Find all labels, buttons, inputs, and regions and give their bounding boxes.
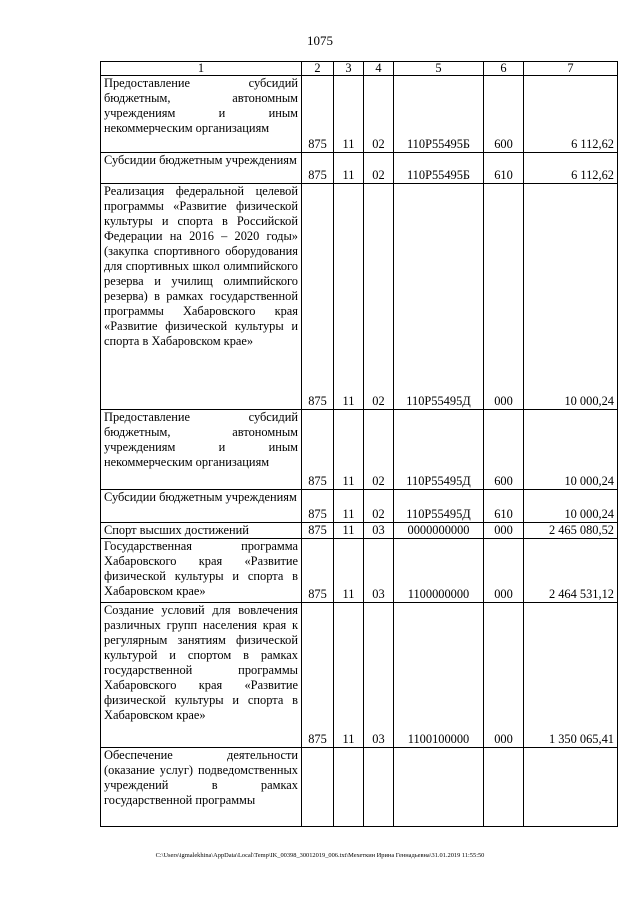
row-ministry-code: 875 bbox=[302, 153, 334, 184]
row-section-code: 11 bbox=[334, 76, 364, 153]
row-subsection-code: 03 bbox=[364, 603, 394, 748]
row-expense-type: 000 bbox=[484, 523, 524, 539]
row-expense-type: 610 bbox=[484, 490, 524, 523]
row-name: Предоставление субсидий бюджетным, автономным учреждениям и иным некоммерческим организациям bbox=[101, 410, 302, 490]
row-expense-type: 000 bbox=[484, 603, 524, 748]
row-expense-type bbox=[484, 748, 524, 827]
row-section-code: 11 bbox=[334, 523, 364, 539]
table-row bbox=[101, 539, 618, 603]
row-target-code: 1100000000 bbox=[394, 539, 484, 603]
row-amount: 10 000,24 bbox=[524, 410, 618, 490]
row-ministry-code: 875 bbox=[302, 76, 334, 153]
row-amount: 6 112,62 bbox=[524, 153, 618, 184]
column-header: 3 bbox=[334, 62, 364, 76]
row-ministry-code bbox=[302, 748, 334, 827]
row-target-code: 110Р55495Д bbox=[394, 490, 484, 523]
table-header-row bbox=[101, 62, 618, 76]
row-name: Обеспечение деятельности (оказание услуг) подведомственных учреждений в рамках государственной программы bbox=[101, 748, 302, 827]
row-subsection-code: 02 bbox=[364, 184, 394, 410]
table-row bbox=[101, 410, 618, 490]
column-header: 1 bbox=[101, 62, 302, 76]
row-ministry-code: 875 bbox=[302, 184, 334, 410]
row-ministry-code: 875 bbox=[302, 539, 334, 603]
row-name: Субсидии бюджетным учреждениям bbox=[101, 153, 302, 184]
table-row bbox=[101, 748, 618, 827]
column-header: 4 bbox=[364, 62, 394, 76]
row-name: Реализация федеральной целевой программы «Развитие физической культуры и спорта в Российской Федерации на 2016 – 2020 годы» (закупка спортивного оборудования для спортивных школ олимпийского резерва и училищ олимпийского резерва) в рамках государственной программы Хабаровского края «Развитие физической культуры и спорта в Хабаровском крае» bbox=[101, 184, 302, 410]
row-target-code: 110Р55495Б bbox=[394, 76, 484, 153]
row-expense-type: 000 bbox=[484, 539, 524, 603]
column-header: 5 bbox=[394, 62, 484, 76]
row-expense-type: 610 bbox=[484, 153, 524, 184]
row-subsection-code: 02 bbox=[364, 490, 394, 523]
document-footer-path: C:\Users\igmalekhina\AppData\Local\Temp\IK_00398_30012019_006.txt\Мехеткин Ирина Геннадьевна\31.01.2019 11:55:50 bbox=[155, 852, 485, 859]
table-row bbox=[101, 76, 618, 153]
table-row bbox=[101, 184, 618, 410]
column-header: 7 bbox=[524, 62, 618, 76]
row-amount: 10 000,24 bbox=[524, 184, 618, 410]
row-amount: 6 112,62 bbox=[524, 76, 618, 153]
row-section-code: 11 bbox=[334, 153, 364, 184]
row-name: Субсидии бюджетным учреждениям bbox=[101, 490, 302, 523]
row-name: Создание условий для вовлечения различных групп населения края к регулярным занятиям физической культурой и спортом в рамках государственной программы Хабаровского края «Развитие физической культуры и спорта в Хабаровском крае» bbox=[101, 603, 302, 748]
row-expense-type: 000 bbox=[484, 184, 524, 410]
row-target-code: 110Р55495Д bbox=[394, 184, 484, 410]
row-amount: 2 464 531,12 bbox=[524, 539, 618, 603]
row-expense-type: 600 bbox=[484, 76, 524, 153]
row-name: Государственная программа Хабаровского края «Развитие физической культуры и спорта в Хабаровском крае» bbox=[101, 539, 302, 603]
row-subsection-code: 02 bbox=[364, 410, 394, 490]
row-amount: 2 465 080,52 bbox=[524, 523, 618, 539]
row-section-code: 11 bbox=[334, 184, 364, 410]
table-row bbox=[101, 603, 618, 748]
row-target-code bbox=[394, 748, 484, 827]
row-amount: 10 000,24 bbox=[524, 490, 618, 523]
row-expense-type: 600 bbox=[484, 410, 524, 490]
budget-table bbox=[100, 61, 618, 827]
row-target-code: 1100100000 bbox=[394, 603, 484, 748]
table-row bbox=[101, 490, 618, 523]
row-ministry-code: 875 bbox=[302, 410, 334, 490]
row-section-code: 11 bbox=[334, 490, 364, 523]
row-subsection-code: 02 bbox=[364, 153, 394, 184]
row-subsection-code: 02 bbox=[364, 76, 394, 153]
row-amount: 1 350 065,41 bbox=[524, 603, 618, 748]
column-header: 2 bbox=[302, 62, 334, 76]
row-section-code: 11 bbox=[334, 539, 364, 603]
row-name: Предоставление субсидий бюджетным, автономным учреждениям и иным некоммерческим организациям bbox=[101, 76, 302, 153]
row-ministry-code: 875 bbox=[302, 490, 334, 523]
row-subsection-code bbox=[364, 748, 394, 827]
row-target-code: 0000000000 bbox=[394, 523, 484, 539]
page-number: 1075 bbox=[307, 33, 333, 48]
row-ministry-code: 875 bbox=[302, 603, 334, 748]
row-subsection-code: 03 bbox=[364, 539, 394, 603]
row-section-code: 11 bbox=[334, 410, 364, 490]
row-ministry-code: 875 bbox=[302, 523, 334, 539]
row-subsection-code: 03 bbox=[364, 523, 394, 539]
table-row bbox=[101, 523, 618, 539]
row-section-code: 11 bbox=[334, 603, 364, 748]
row-target-code: 110Р55495Б bbox=[394, 153, 484, 184]
row-name: Спорт высших достижений bbox=[101, 523, 302, 539]
row-amount bbox=[524, 748, 618, 827]
row-section-code bbox=[334, 748, 364, 827]
row-target-code: 110Р55495Д bbox=[394, 410, 484, 490]
table-row bbox=[101, 153, 618, 184]
column-header: 6 bbox=[484, 62, 524, 76]
